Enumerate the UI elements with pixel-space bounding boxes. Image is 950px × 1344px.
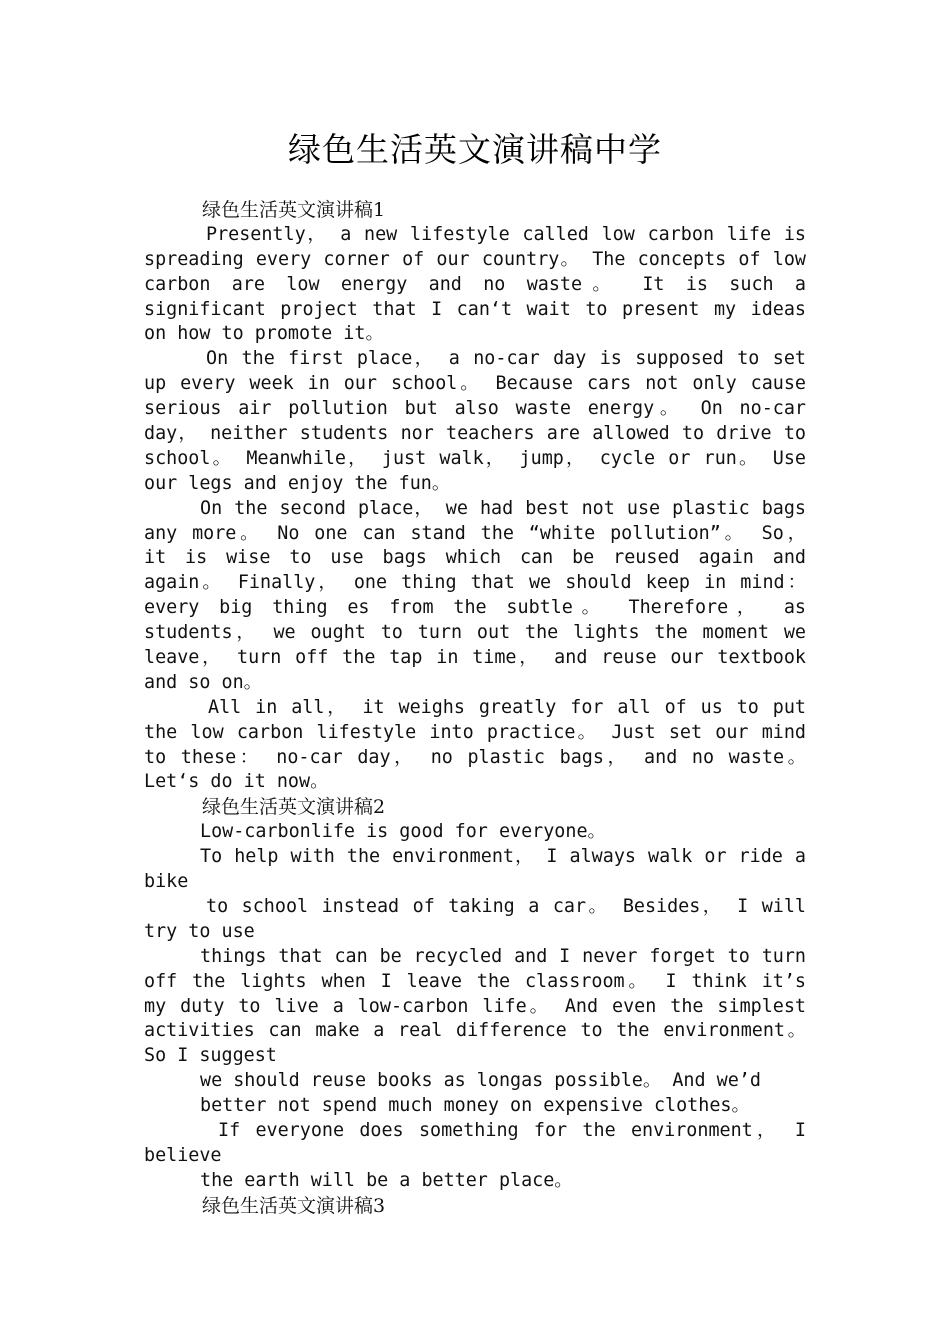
paragraph-line: day， neither students nor teachers are allowed to drive to	[144, 423, 806, 445]
paragraph-line: better not spend much money on expensive clothes。	[200, 1095, 750, 1117]
paragraph-line: we should reuse books as longas possible。 And we’d	[200, 1070, 761, 1092]
paragraph-line: students， we ought to turn out the lights the moment we	[144, 622, 806, 644]
paragraph-line: every big thing es from the subtle。 Therefore， as	[144, 597, 806, 619]
document-body	[144, 198, 806, 1219]
document-title: 绿色生活英文演讲稿中学	[288, 130, 662, 169]
paragraph-line: up every week in our school。 Because cars not only cause	[144, 373, 806, 395]
paragraph-line: serious air pollution but also waste energy。 On no-car	[144, 398, 806, 420]
paragraph-line: to school instead of taking a car。 Besides， I will	[206, 895, 806, 917]
paragraph-line: things that can be recycled and I never forget to turn	[200, 945, 806, 967]
paragraph-line: and so on。	[144, 671, 263, 693]
paragraph-line: leave， turn off the tap in time， and reuse our textbook	[144, 647, 806, 669]
paragraph-line: Let‘s do it now。	[144, 771, 329, 793]
paragraph-line: bike	[144, 871, 189, 893]
paragraph-line: try to use	[144, 920, 255, 942]
paragraph-line: All in all， it weighs greatly for all of us to put	[208, 696, 806, 718]
paragraph-line: spreading every corner of our country。 The concepts of low	[144, 248, 806, 270]
section-heading-3: 绿色生活英文演讲稿3	[202, 1194, 386, 1217]
paragraph-line: on how to promote it。	[144, 323, 384, 345]
paragraph-line: the earth will be a better place。	[200, 1169, 573, 1191]
paragraph-line: significant project that I can‘t wait to present my ideas	[144, 298, 806, 320]
section-heading-1: 绿色生活英文演讲稿1	[202, 199, 386, 221]
paragraph-line: Presently， a new lifestyle called low carbon life is	[206, 223, 806, 245]
paragraph-line: to these： no-car day， no plastic bags， and no waste。	[144, 746, 806, 768]
paragraph-line: any more。 No one can stand the “white pollution”。 So，	[144, 522, 806, 544]
paragraph-line: believe	[144, 1144, 222, 1166]
paragraph-line: To help with the environment， I always walk or ride a	[200, 846, 806, 868]
paragraph-line: again。 Finally， one thing that we should keep in mind：	[144, 572, 806, 594]
paragraph-line: off the lights when I leave the classroom。 I think it’s	[144, 970, 806, 992]
paragraph-line: school。 Meanwhile， just walk， jump， cycle or run。 Use	[144, 447, 806, 469]
paragraph-line: our legs and enjoy the fun。	[144, 472, 451, 494]
paragraph-line: If everyone does something for the environment， I	[218, 1119, 806, 1141]
paragraph-line: Low-carbonlife is good for everyone。	[200, 821, 606, 843]
paragraph-line: activities can make a real difference to the environment。	[144, 1020, 806, 1042]
paragraph-line: my duty to live a low-carbon life。 And even the simplest	[144, 995, 806, 1017]
paragraph-line: On the first place， a no-car day is supposed to set	[206, 348, 806, 370]
paragraph-line: it is wise to use bags which can be reused again and	[144, 547, 806, 569]
paragraph-line: carbon are low energy and no waste。 It is such a	[144, 273, 806, 295]
paragraph-line: On the second place， we had best not use plastic bags	[200, 497, 806, 519]
section-heading-2: 绿色生活英文演讲稿2	[202, 796, 386, 819]
paragraph-line: So I suggest	[144, 1045, 277, 1067]
paragraph-line: the low carbon lifestyle into practice。 Just set our mind	[144, 721, 806, 743]
